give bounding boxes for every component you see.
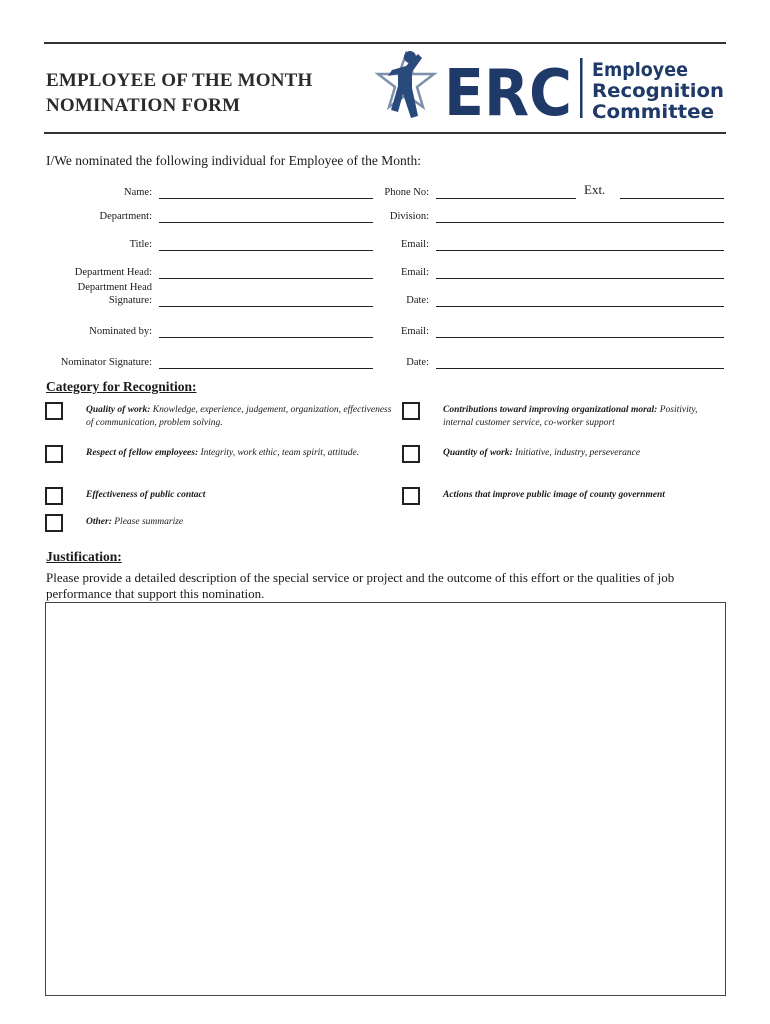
- category-respect-title: Respect of fellow employees:: [86, 448, 199, 458]
- form-title: [46, 68, 313, 118]
- dept-head-field[interactable]: [159, 278, 373, 279]
- logo-word-employee: Employee: [592, 59, 688, 81]
- category-other-desc: Please summarize: [111, 517, 184, 527]
- category-quantity-of-work-title: Quantity of work:: [443, 448, 513, 458]
- category-quantity-of-work: [443, 447, 723, 460]
- division-field[interactable]: [436, 222, 724, 223]
- category-public-contact-title: Effectiveness of public contact: [86, 490, 206, 500]
- nominated-by-label: Nominated by:: [89, 326, 152, 337]
- category-other-title: Other:: [86, 517, 112, 527]
- email-field-3[interactable]: [436, 337, 724, 338]
- dept-head-signature-label-line1: Department Head: [77, 282, 152, 293]
- category-quality-of-work-desc: Knowledge, experience, judgement, organization, effectiveness of communication, problem solving.: [86, 405, 392, 428]
- checkbox-other[interactable]: [45, 514, 63, 532]
- title-label: Title:: [129, 239, 152, 250]
- email-label-1: Email:: [401, 239, 429, 250]
- nominator-signature-field[interactable]: [159, 368, 373, 369]
- logo-acronym: ERC: [444, 57, 572, 128]
- category-contributions-desc: Positivity, internal customer service, co-worker support: [443, 405, 698, 428]
- date-field-2[interactable]: [436, 368, 724, 369]
- checkbox-contributions[interactable]: [402, 402, 420, 420]
- title-line-2: NOMINATION FORM: [46, 95, 241, 116]
- star-figure-icon: [378, 51, 434, 118]
- checkbox-quality-of-work[interactable]: [45, 402, 63, 420]
- nominator-signature-label: Nominator Signature:: [60, 357, 152, 368]
- date-label-1: Date:: [406, 295, 429, 306]
- checkbox-respect[interactable]: [45, 445, 63, 463]
- title-line-1: EMPLOYEE OF THE MONTH: [46, 70, 313, 91]
- justification-heading: Justification:: [46, 549, 122, 564]
- name-label: Name:: [124, 187, 152, 198]
- category-public-image-title: Actions that improve public image of county government: [443, 490, 665, 500]
- dept-head-signature-label: [12, 281, 152, 307]
- category-public-image: [443, 489, 733, 502]
- ext-label: Ext.: [584, 182, 606, 197]
- ext-field[interactable]: [620, 198, 724, 199]
- nominated-by-field[interactable]: [159, 337, 373, 338]
- phone-label: Phone No:: [384, 187, 429, 198]
- date-label-2: Date:: [406, 357, 429, 368]
- logo-word-committee: Committee: [592, 101, 714, 123]
- category-respect-desc: Integrity, work ethic, team spirit, attitude.: [198, 448, 360, 458]
- checkbox-quantity-of-work[interactable]: [402, 445, 420, 463]
- header-bottom-rule: [44, 132, 726, 134]
- checkbox-public-contact[interactable]: [45, 487, 63, 505]
- category-quantity-of-work-desc: Initiative, industry, perseverance: [512, 448, 641, 458]
- checkbox-public-image[interactable]: [402, 487, 420, 505]
- title-field[interactable]: [159, 250, 373, 251]
- intro-text: I/We nominated the following individual for Employee of the Month:: [46, 153, 421, 168]
- name-field[interactable]: [159, 198, 373, 199]
- justification-textbox[interactable]: [45, 602, 726, 996]
- category-heading: Category for Recognition:: [46, 379, 197, 394]
- dept-head-signature-field[interactable]: [159, 306, 373, 307]
- department-field[interactable]: [159, 222, 373, 223]
- email-label-2: Email:: [401, 267, 429, 278]
- logo-word-recognition: Recognition: [592, 80, 724, 102]
- category-respect: [86, 447, 386, 460]
- category-other: [86, 516, 386, 529]
- date-field-1[interactable]: [436, 306, 724, 307]
- justification-instructions: Please provide a detailed description of the special service or project and the outcome of this effort or the qualities of job performance that support this nomination.: [46, 570, 675, 601]
- phone-field[interactable]: [436, 198, 576, 199]
- division-label: Division:: [389, 211, 429, 222]
- category-public-contact: [86, 489, 386, 502]
- email-field-2[interactable]: [436, 278, 724, 279]
- dept-head-signature-label-line2: Signature:: [108, 295, 152, 306]
- department-label: Department:: [99, 211, 152, 222]
- email-field-1[interactable]: [436, 250, 724, 251]
- category-quality-of-work: [86, 404, 396, 430]
- category-quality-of-work-title: Quality of work:: [86, 405, 151, 415]
- category-contributions-title: Contributions toward improving organizational moral:: [443, 405, 658, 415]
- dept-head-label: Department Head:: [74, 267, 152, 278]
- category-contributions: [443, 404, 723, 430]
- erc-logo: [372, 44, 728, 128]
- email-label-3: Email:: [401, 326, 429, 337]
